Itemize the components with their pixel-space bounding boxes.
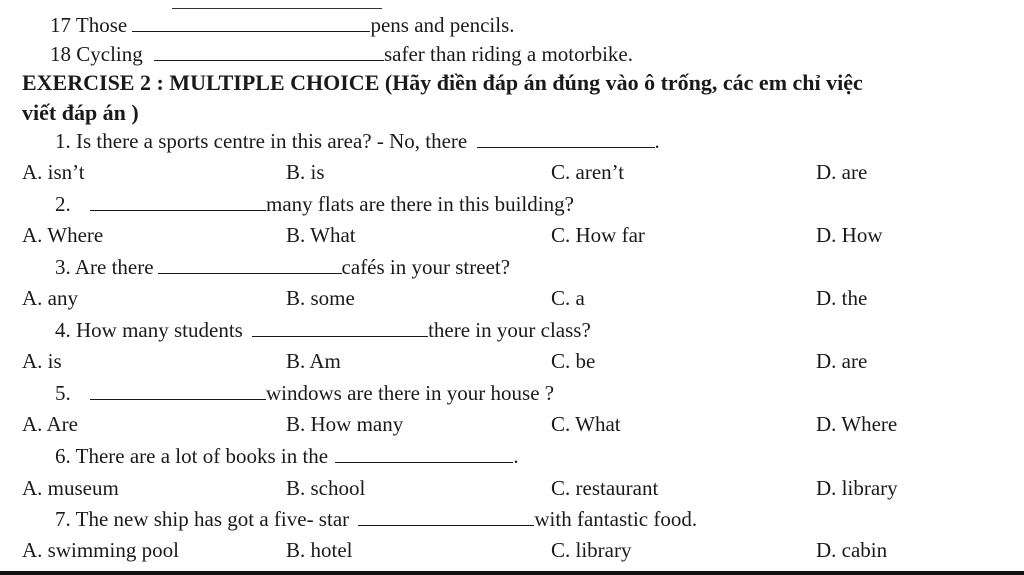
answer-blank[interactable] bbox=[158, 255, 342, 274]
question-number: 7. bbox=[55, 507, 71, 531]
option-5b[interactable]: B. How many bbox=[286, 412, 404, 436]
fill-item-17 bbox=[50, 13, 515, 37]
question-3 bbox=[55, 255, 510, 279]
option-7c[interactable]: C. library bbox=[551, 538, 632, 562]
option-2b[interactable]: B. What bbox=[286, 223, 356, 247]
item-subject: Those bbox=[75, 13, 128, 37]
option-7b[interactable]: B. hotel bbox=[286, 538, 353, 562]
question-text: How many students bbox=[76, 318, 243, 342]
option-6b[interactable]: B. school bbox=[286, 476, 366, 500]
option-5a[interactable]: A. Are bbox=[22, 412, 78, 436]
option-3b[interactable]: B. some bbox=[286, 286, 355, 310]
question-text: Is there a sports centre in this area? - No, there bbox=[76, 129, 468, 153]
answer-blank[interactable] bbox=[252, 318, 428, 337]
question-number: 1. bbox=[55, 129, 71, 153]
question-number: 3. bbox=[55, 255, 71, 279]
question-text-end: with fantastic food. bbox=[534, 507, 698, 531]
option-6a[interactable]: A. museum bbox=[22, 476, 119, 500]
question-text: windows are there in your house ? bbox=[266, 381, 555, 405]
question-text-end: there in your class? bbox=[428, 318, 591, 342]
item-number: 18 bbox=[50, 42, 71, 66]
option-6c[interactable]: C. restaurant bbox=[551, 476, 659, 500]
question-text: The new ship has got a five- star bbox=[75, 507, 350, 531]
option-7a[interactable]: A. swimming pool bbox=[22, 538, 179, 562]
question-text-end: cafés in your street? bbox=[341, 255, 511, 279]
option-4a[interactable]: A. is bbox=[22, 349, 62, 373]
question-text-end: . bbox=[654, 129, 660, 153]
option-2d[interactable]: D. How bbox=[816, 223, 883, 247]
option-2c[interactable]: C. How far bbox=[551, 223, 645, 247]
question-5 bbox=[55, 381, 554, 405]
option-4b[interactable]: B. Am bbox=[286, 349, 341, 373]
item-rest: safer than riding a motorbike. bbox=[384, 42, 634, 66]
question-2 bbox=[55, 192, 574, 216]
question-number: 5. bbox=[55, 381, 71, 405]
answer-blank[interactable] bbox=[90, 192, 266, 211]
top-cut-off-line bbox=[172, 8, 382, 9]
question-number: 4. bbox=[55, 318, 71, 342]
exercise-heading-cont: viết đáp án ) bbox=[22, 100, 139, 125]
question-text: There are a lot of books in the bbox=[75, 444, 329, 468]
option-2a[interactable]: A. Where bbox=[22, 223, 104, 247]
item-subject: Cycling bbox=[76, 42, 143, 66]
option-1a[interactable]: A. isn’t bbox=[22, 160, 85, 184]
answer-blank[interactable] bbox=[477, 129, 655, 148]
question-number: 2. bbox=[55, 192, 71, 216]
question-text-end: . bbox=[513, 444, 519, 468]
answer-blank[interactable] bbox=[154, 42, 384, 61]
question-1 bbox=[55, 129, 660, 153]
question-text: Are there bbox=[74, 255, 154, 279]
item-number: 17 bbox=[50, 13, 71, 37]
bottom-border-line bbox=[0, 571, 1024, 575]
question-7 bbox=[55, 507, 697, 531]
option-4c[interactable]: C. be bbox=[551, 349, 596, 373]
option-5c[interactable]: C. What bbox=[551, 412, 621, 436]
answer-blank[interactable] bbox=[358, 507, 534, 526]
answer-blank[interactable] bbox=[90, 381, 266, 400]
option-3c[interactable]: C. a bbox=[551, 286, 585, 310]
question-number: 6. bbox=[55, 444, 71, 468]
item-rest: pens and pencils. bbox=[370, 13, 515, 37]
option-3a[interactable]: A. any bbox=[22, 286, 78, 310]
option-1b[interactable]: B. is bbox=[286, 160, 325, 184]
exercise-heading: EXERCISE 2 : MULTIPLE CHOICE (Hãy điền đáp án đúng vào ô trống, các em chỉ việc bbox=[22, 70, 863, 95]
option-3d[interactable]: D. the bbox=[816, 286, 868, 310]
question-4 bbox=[55, 318, 591, 342]
answer-blank[interactable] bbox=[335, 444, 513, 463]
question-6 bbox=[55, 444, 519, 468]
option-5d[interactable]: D. Where bbox=[816, 412, 898, 436]
option-6d[interactable]: D. library bbox=[816, 476, 898, 500]
option-7d[interactable]: D. cabin bbox=[816, 538, 888, 562]
option-4d[interactable]: D. are bbox=[816, 349, 868, 373]
fill-item-18 bbox=[50, 42, 633, 66]
question-text: many flats are there in this building? bbox=[266, 192, 574, 216]
option-1c[interactable]: C. aren’t bbox=[551, 160, 625, 184]
option-1d[interactable]: D. are bbox=[816, 160, 868, 184]
answer-blank[interactable] bbox=[132, 13, 370, 32]
